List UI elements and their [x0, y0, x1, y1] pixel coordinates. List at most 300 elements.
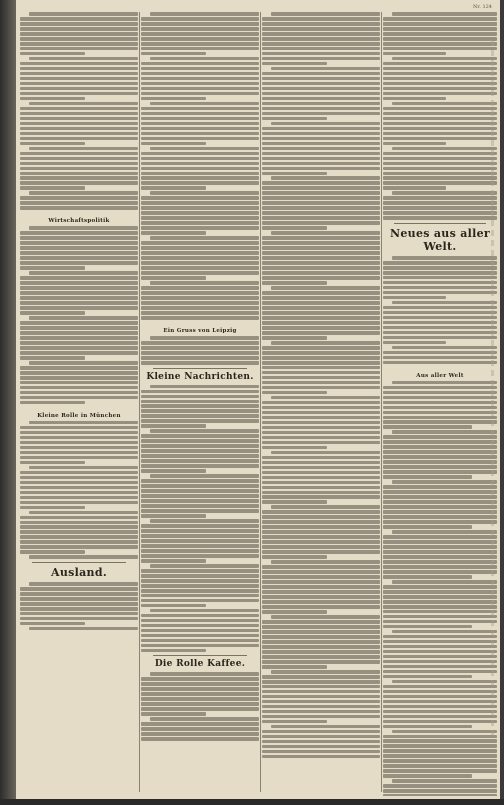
text-line	[20, 491, 138, 495]
text-line	[262, 406, 380, 410]
text-line	[141, 449, 259, 453]
text-line	[141, 594, 259, 598]
text-line	[141, 221, 259, 225]
text-line	[262, 446, 327, 450]
text-line	[262, 366, 380, 370]
text-line	[141, 489, 259, 493]
text-line	[141, 649, 206, 653]
text-line	[383, 744, 497, 748]
text-line	[383, 201, 497, 205]
text-line	[271, 725, 380, 729]
text-line	[383, 540, 497, 544]
text-line	[29, 12, 138, 16]
text-line	[262, 545, 380, 549]
text-line	[20, 371, 138, 375]
text-line	[141, 712, 206, 716]
text-line	[383, 127, 497, 131]
column-1	[20, 12, 138, 796]
text-line	[383, 311, 497, 315]
text-line	[383, 520, 497, 524]
text-line	[150, 191, 259, 195]
text-line	[20, 326, 138, 330]
text-line	[262, 580, 380, 584]
text-line	[262, 336, 327, 340]
text-line	[141, 400, 259, 404]
text-line	[271, 122, 380, 126]
text-line	[141, 276, 206, 280]
text-line	[20, 296, 138, 300]
text-line	[383, 17, 497, 21]
text-line	[141, 176, 259, 180]
text-line	[383, 769, 497, 773]
text-line	[20, 471, 138, 475]
text-line	[383, 720, 497, 724]
text-line	[262, 700, 380, 704]
text-line	[383, 625, 472, 629]
text-line	[141, 127, 259, 131]
text-line	[271, 176, 380, 180]
text-line	[262, 466, 380, 470]
text-line	[141, 47, 259, 51]
text-line	[262, 72, 380, 76]
text-line	[262, 27, 380, 31]
text-line	[141, 702, 259, 706]
text-line	[271, 451, 380, 455]
text-line	[383, 37, 497, 41]
text-line	[383, 27, 497, 31]
text-line	[20, 37, 138, 41]
text-line	[262, 500, 327, 504]
text-line	[20, 82, 138, 86]
text-line	[383, 450, 497, 454]
text-line	[20, 481, 138, 485]
text-line	[20, 451, 138, 455]
text-line	[29, 102, 138, 106]
text-line	[141, 419, 259, 423]
text-line	[141, 634, 259, 638]
text-line	[20, 525, 138, 529]
section-heading-kleine-nachrichten: Kleine Nachrichten.	[146, 371, 254, 382]
text-line	[262, 147, 380, 151]
text-line	[141, 62, 259, 66]
text-line	[383, 475, 472, 479]
text-line	[29, 226, 138, 230]
text-line	[150, 474, 259, 478]
text-line	[383, 206, 497, 210]
text-line	[20, 142, 85, 146]
text-line	[383, 590, 497, 594]
text-line	[262, 680, 380, 684]
text-line	[20, 521, 138, 525]
text-line	[262, 62, 327, 66]
text-line	[20, 122, 138, 126]
text-line	[392, 191, 497, 195]
text-line	[20, 276, 138, 280]
text-line	[262, 635, 380, 639]
text-line	[383, 784, 497, 788]
text-line	[141, 246, 259, 250]
text-line	[262, 735, 380, 739]
text-line	[262, 246, 380, 250]
text-line	[20, 486, 138, 490]
text-line	[20, 597, 138, 601]
text-line	[141, 291, 259, 295]
text-line	[383, 754, 497, 758]
text-line	[262, 456, 380, 460]
text-line	[262, 221, 380, 225]
text-line	[262, 236, 380, 240]
text-line	[262, 620, 380, 624]
text-line	[262, 47, 380, 51]
scan-left-edge	[0, 0, 16, 805]
text-line	[20, 431, 138, 435]
page-header-bar	[16, 3, 500, 11]
section-heading-ausland: Ausland.	[51, 565, 107, 579]
text-line	[262, 191, 380, 195]
text-line	[262, 710, 380, 714]
text-line	[262, 301, 380, 305]
text-line	[141, 306, 259, 310]
text-line	[383, 77, 497, 81]
text-line	[262, 102, 380, 106]
text-line	[20, 456, 138, 460]
text-line	[20, 87, 138, 91]
text-line	[20, 535, 138, 539]
text-line	[383, 495, 497, 499]
text-line	[141, 181, 259, 185]
text-line	[141, 390, 259, 394]
text-line	[262, 471, 380, 475]
text-line	[141, 196, 259, 200]
text-line	[383, 695, 497, 699]
text-line	[383, 440, 497, 444]
text-line	[383, 675, 472, 679]
text-line	[383, 715, 497, 719]
text-line	[262, 271, 380, 275]
text-line	[262, 486, 380, 490]
text-line	[20, 206, 138, 210]
text-line	[383, 286, 497, 290]
text-line	[383, 92, 497, 96]
text-line	[262, 421, 380, 425]
text-line	[383, 650, 497, 654]
text-line	[383, 306, 497, 310]
text-line	[20, 112, 138, 116]
text-line	[383, 505, 497, 509]
text-line	[383, 356, 497, 360]
text-line	[20, 376, 138, 380]
text-line	[262, 326, 380, 330]
text-line	[20, 22, 138, 26]
text-line	[141, 341, 259, 345]
text-line	[262, 361, 380, 365]
text-line	[383, 336, 497, 340]
text-line	[20, 42, 138, 46]
text-line	[262, 720, 327, 724]
text-line	[141, 117, 259, 121]
text-line	[20, 67, 138, 71]
text-line	[20, 92, 138, 96]
text-line	[20, 72, 138, 76]
text-line	[141, 414, 259, 418]
text-line	[262, 610, 327, 614]
text-line	[20, 97, 85, 101]
text-line	[262, 535, 380, 539]
text-line	[383, 615, 497, 619]
text-line	[141, 122, 259, 126]
text-line	[20, 461, 85, 465]
text-line	[20, 321, 138, 325]
text-line	[392, 580, 497, 584]
text-line	[262, 321, 380, 325]
text-line	[383, 331, 497, 335]
text-line	[141, 211, 259, 215]
text-line	[20, 346, 138, 350]
text-line	[383, 137, 497, 141]
text-line	[383, 296, 446, 300]
text-line	[383, 22, 497, 26]
text-line	[141, 112, 259, 116]
text-line	[141, 529, 259, 533]
text-line	[262, 640, 380, 644]
text-line	[150, 385, 259, 389]
text-line	[141, 469, 206, 473]
text-line	[20, 62, 138, 66]
text-line	[141, 579, 259, 583]
text-line	[262, 356, 380, 360]
text-line	[29, 421, 138, 425]
text-line	[262, 715, 380, 719]
text-line	[141, 361, 259, 365]
text-line	[262, 436, 380, 440]
text-line	[29, 191, 138, 195]
text-line	[262, 386, 380, 390]
text-line	[383, 560, 497, 564]
text-line	[383, 291, 497, 295]
text-line	[392, 480, 497, 484]
text-line	[383, 515, 497, 519]
text-line	[271, 341, 380, 345]
text-line	[141, 87, 259, 91]
text-line	[262, 216, 380, 220]
text-line	[262, 391, 327, 395]
text-line	[271, 670, 380, 674]
text-line	[383, 391, 497, 395]
text-line	[20, 617, 138, 621]
text-line	[383, 670, 497, 674]
text-line	[262, 112, 380, 116]
text-line	[20, 426, 138, 430]
text-line	[383, 545, 497, 549]
text-line	[383, 610, 497, 614]
text-line	[383, 595, 497, 599]
text-line	[20, 266, 85, 270]
text-line	[20, 441, 138, 445]
text-line	[262, 570, 380, 574]
text-line	[383, 152, 497, 156]
text-line	[262, 605, 380, 609]
text-line	[262, 87, 380, 91]
text-line	[141, 82, 259, 86]
text-line	[141, 301, 259, 305]
text-line	[262, 296, 380, 300]
text-line	[383, 361, 497, 365]
text-line	[20, 246, 138, 250]
text-line	[262, 57, 380, 61]
text-line	[262, 650, 380, 654]
text-line	[141, 32, 259, 36]
text-line	[383, 157, 497, 161]
text-line	[141, 37, 259, 41]
text-line	[141, 604, 206, 608]
text-line	[141, 619, 259, 623]
text-line	[262, 590, 380, 594]
text-line	[150, 102, 259, 106]
text-line	[262, 401, 380, 405]
text-line	[383, 97, 446, 101]
text-line	[392, 779, 497, 783]
subheading: Aus aller Welt	[416, 372, 464, 379]
text-line	[141, 722, 259, 726]
text-line	[141, 27, 259, 31]
text-line	[383, 396, 497, 400]
text-line	[141, 484, 259, 488]
text-line	[262, 376, 380, 380]
text-line	[262, 167, 380, 171]
text-line	[141, 356, 259, 360]
text-line	[262, 157, 380, 161]
text-line	[20, 530, 138, 534]
text-line	[141, 539, 259, 543]
text-line	[262, 92, 380, 96]
text-line	[262, 705, 380, 709]
text-line	[262, 42, 380, 46]
column-rule	[260, 12, 261, 792]
text-line	[29, 271, 138, 275]
text-line	[29, 147, 138, 151]
text-line	[141, 231, 206, 235]
text-line	[20, 351, 138, 355]
text-line	[262, 575, 380, 579]
text-line	[262, 132, 380, 136]
text-line	[20, 381, 138, 385]
text-line	[262, 565, 380, 569]
text-line	[383, 176, 497, 180]
text-line	[262, 645, 380, 649]
text-line	[20, 622, 85, 626]
text-line	[141, 692, 259, 696]
text-line	[141, 167, 259, 171]
text-line	[383, 186, 446, 190]
text-line	[262, 675, 380, 679]
text-line	[141, 534, 259, 538]
text-line	[383, 216, 497, 220]
text-line	[150, 336, 259, 340]
text-line	[383, 406, 497, 410]
text-line	[141, 201, 259, 205]
text-line	[262, 306, 380, 310]
text-line	[141, 216, 259, 220]
text-line	[141, 677, 259, 681]
text-line	[262, 685, 380, 689]
text-line	[141, 504, 259, 508]
text-line	[271, 286, 380, 290]
text-line	[271, 396, 380, 400]
text-line	[383, 266, 497, 270]
text-line	[141, 574, 259, 578]
text-line	[20, 77, 138, 81]
text-line	[392, 530, 497, 534]
text-line	[383, 52, 446, 56]
text-line	[20, 311, 85, 315]
text-line	[20, 516, 138, 520]
text-line	[262, 261, 380, 265]
text-line	[20, 196, 138, 200]
text-line	[262, 740, 380, 744]
text-line	[141, 639, 259, 643]
text-line	[262, 266, 380, 270]
text-line	[141, 97, 206, 101]
text-line	[20, 602, 138, 606]
text-line	[262, 411, 380, 415]
text-line	[20, 117, 138, 121]
text-line	[141, 732, 259, 736]
text-line	[383, 62, 497, 66]
text-line	[383, 455, 497, 459]
text-line	[262, 186, 380, 190]
text-line	[20, 107, 138, 111]
paragraph-gap	[20, 211, 138, 216]
text-line	[383, 181, 497, 185]
text-line	[383, 162, 497, 166]
text-line	[20, 127, 138, 131]
text-line	[141, 644, 259, 648]
text-line	[150, 564, 259, 568]
column-rule	[381, 12, 382, 792]
text-line	[383, 72, 497, 76]
text-line	[383, 645, 497, 649]
text-line	[20, 236, 138, 240]
text-line	[383, 112, 497, 116]
text-line	[392, 346, 497, 350]
text-line	[392, 12, 497, 16]
text-line	[20, 391, 138, 395]
text-line	[150, 281, 259, 285]
section-rule	[153, 368, 247, 369]
text-line	[383, 261, 497, 265]
column-4	[383, 12, 497, 796]
text-line	[20, 137, 138, 141]
text-line	[271, 12, 380, 16]
text-line	[141, 624, 259, 628]
text-line	[20, 32, 138, 36]
text-line	[150, 12, 259, 16]
text-line	[20, 172, 138, 176]
text-line	[141, 351, 259, 355]
section-heading-neues-aus-aller-welt: Neues aus aller Welt.	[390, 226, 490, 253]
text-line	[141, 311, 259, 315]
text-line	[20, 612, 138, 616]
text-line	[141, 494, 259, 498]
text-line	[383, 411, 497, 415]
text-line	[383, 416, 497, 420]
text-line	[383, 445, 497, 449]
text-line	[141, 17, 259, 21]
text-line	[141, 404, 259, 408]
text-line	[20, 587, 138, 591]
text-line	[383, 271, 497, 275]
text-line	[262, 117, 327, 121]
